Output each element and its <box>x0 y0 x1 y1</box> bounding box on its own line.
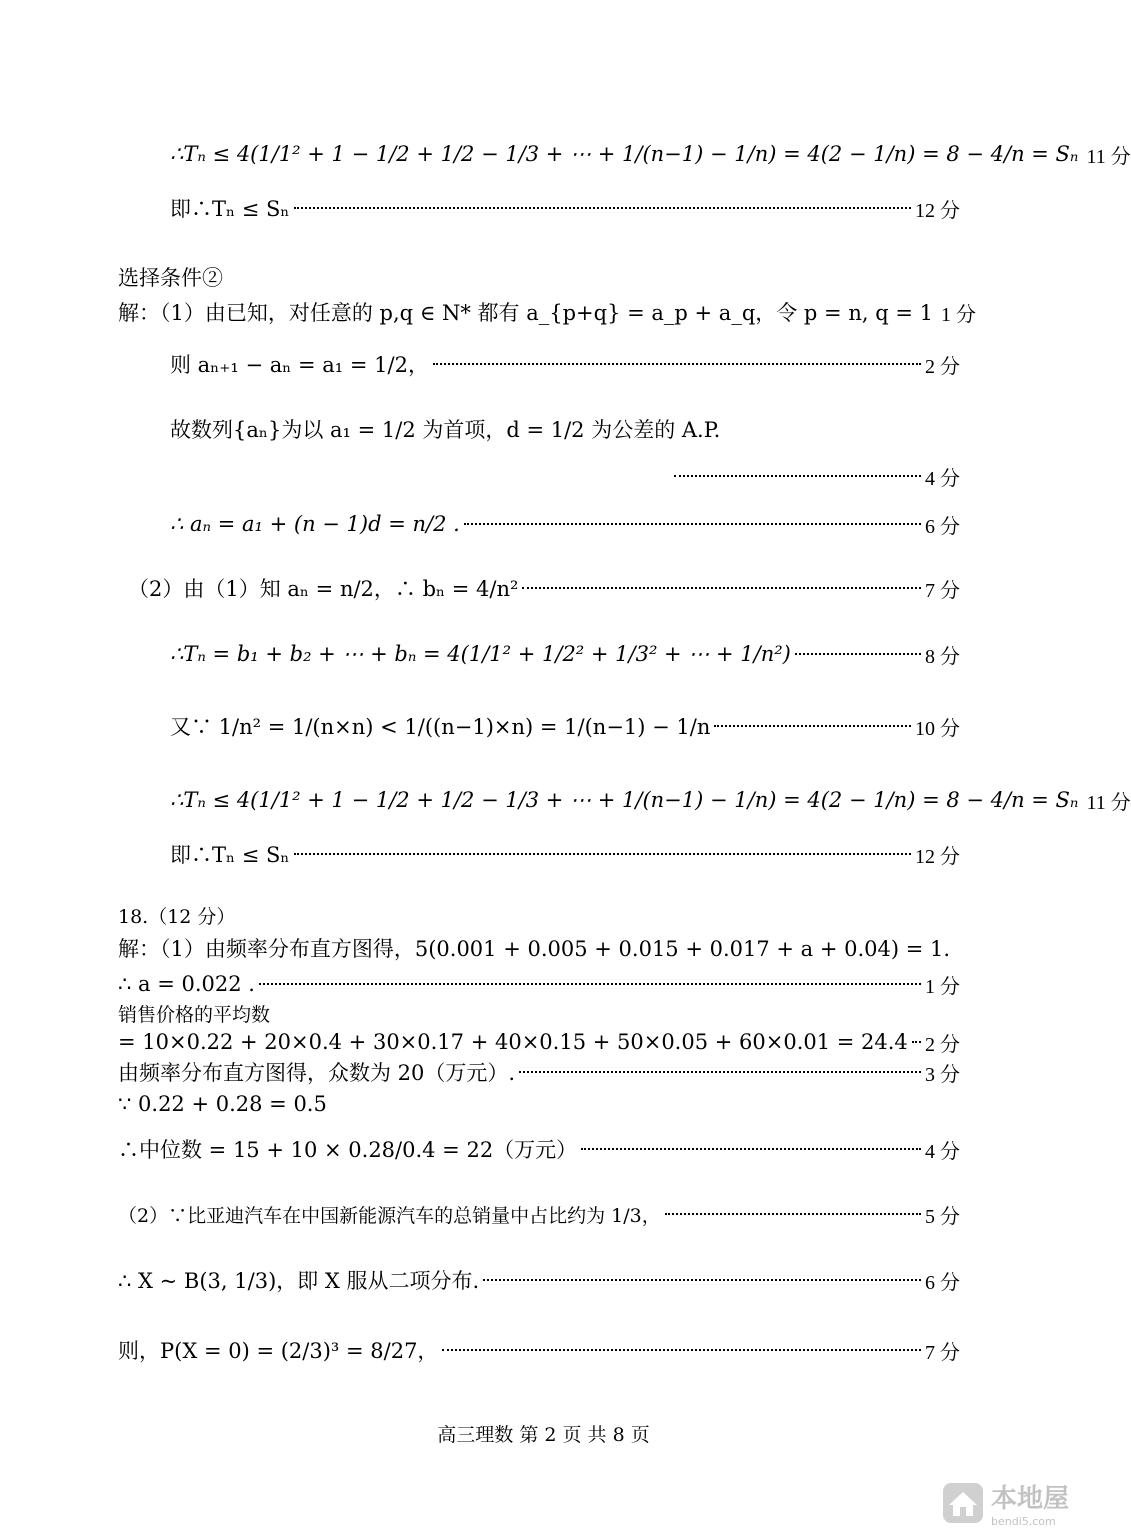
dot-leader <box>294 853 911 855</box>
answer-line <box>670 462 960 490</box>
answer-line <box>118 1028 960 1056</box>
math-expression: ∴ a = 0.022 . <box>118 972 255 996</box>
answer-line <box>170 404 720 454</box>
math-expression: ∴ aₙ = a₁ + (n − 1)d = n/2 . <box>170 512 460 536</box>
score-label: 1 分 <box>925 975 960 998</box>
section-heading <box>118 262 223 292</box>
score-label: 11 分 <box>1086 791 1131 814</box>
plain-text: （2）∵比亚迪汽车在中国新能源汽车的总销量中占比约为 1/3， <box>118 1204 661 1227</box>
math-expression: ∴Tₙ ≤ 4(1/1² + 1 − 1/2 + 1/2 − 1/3 + ⋯ + 1/(n−1) − 1/n) = 4(2 − 1/n) = 8 − 4/n = Sₙ <box>170 788 1079 812</box>
dot-leader <box>674 475 921 477</box>
math-expression: ∴中位数 = 15 + 10 × 0.28/0.4 = 22（万元） <box>118 1138 578 1162</box>
dot-leader <box>294 207 911 209</box>
score-label: 2 分 <box>925 355 960 378</box>
answer-line <box>170 628 960 680</box>
score-label: 4 分 <box>925 1140 960 1163</box>
answer-line <box>118 296 976 328</box>
answer-line <box>118 930 950 966</box>
math-expression: 又∵ 1/n² = 1/(n×n) < 1/((n−1)×n) = 1/(n−1) − 1/n <box>170 715 711 739</box>
score-label: 10 分 <box>915 717 960 740</box>
watermark-url: bendi5.com <box>990 1515 1056 1528</box>
dot-leader <box>912 1041 921 1043</box>
math-expression: ∴Tₙ ≤ 4(1/1² + 1 − 1/2 + 1/2 − 1/3 + ⋯ + 1/(n−1) − 1/n) = 4(2 − 1/n) = 8 − 4/n = Sₙ <box>170 142 1079 166</box>
heading-text: 18.（12 分） <box>118 905 236 928</box>
answer-line-12 <box>170 192 960 224</box>
math-expression: 则 aₙ₊₁ − aₙ = a₁ = 1/2， <box>170 353 429 377</box>
dot-leader <box>442 1349 921 1351</box>
question-number <box>118 902 235 928</box>
math-expression: 故数列{aₙ}为以 a₁ = 1/2 为首项，d = 1/2 为公差的 A.P. <box>170 418 721 442</box>
dot-leader <box>483 1279 921 1281</box>
answer-line-11 <box>170 128 1131 180</box>
answer-line <box>118 1256 960 1304</box>
watermark-name: 本地屋 <box>990 1484 1069 1514</box>
dot-leader <box>464 523 921 525</box>
score-label: 3 分 <box>925 1063 960 1086</box>
score-label: 7 分 <box>925 1341 960 1364</box>
score-label: 6 分 <box>925 1271 960 1294</box>
math-expression: ∵ 0.22 + 0.28 = 0.5 <box>118 1092 327 1116</box>
dot-leader <box>522 587 921 589</box>
score-label: 7 分 <box>925 579 960 602</box>
page-footer: 高三理数 第 2 页 共 8 页 <box>437 1424 650 1446</box>
answer-line <box>118 1058 960 1086</box>
plain-text: 由频率分布直方图得，众数为 20（万元）. <box>118 1061 516 1085</box>
answer-line <box>170 340 960 388</box>
answer-line <box>128 564 960 612</box>
score-label: 1 分 <box>940 303 976 326</box>
score-label: 4 分 <box>925 467 960 490</box>
dot-leader <box>519 1071 921 1073</box>
answer-line <box>170 774 1131 826</box>
dot-leader <box>433 363 921 365</box>
watermark <box>941 1478 1069 1528</box>
dot-leader <box>714 725 911 727</box>
score-label: 11 分 <box>1086 145 1131 168</box>
score-label: 12 分 <box>915 845 960 868</box>
heading-text: 选择条件② <box>118 266 223 290</box>
score-label: 8 分 <box>925 645 960 668</box>
math-expression: ∴ X ~ B(3, 1/3)，即 X 服从二项分布. <box>118 1269 480 1293</box>
house-logo-icon <box>941 1481 985 1525</box>
math-expression: （2）由（1）知 aₙ = n/2，∴ bₙ = 4/n² <box>128 577 519 601</box>
score-label: 5 分 <box>925 1205 960 1228</box>
answer-line <box>118 1090 327 1118</box>
math-expression: 解：（1）由频率分布直方图得，5(0.001 + 0.005 + 0.015 + 0.017 + a + 0.04) = 1. <box>118 937 951 961</box>
dot-leader <box>795 653 921 655</box>
answer-line <box>170 500 960 548</box>
answer-line <box>118 1322 960 1378</box>
math-expression: 解：（1）由已知，对任意的 p,q ∈ N* 都有 a_{p+q} = a_p + a_q，令 p = n, q = 1 <box>118 301 933 325</box>
math-expression: 即∴Tₙ ≤ Sₙ <box>170 843 290 867</box>
math-expression: ∴Tₙ = b₁ + b₂ + ⋯ + bₙ = 4(1/1² + 1/2² + 1/3² + ⋯ + 1/n²) <box>170 642 791 666</box>
math-expression: 即∴Tₙ ≤ Sₙ <box>170 197 290 221</box>
answer-line <box>118 1000 270 1026</box>
answer-line <box>170 838 960 870</box>
score-label: 2 分 <box>925 1033 960 1056</box>
score-label: 6 分 <box>925 515 960 538</box>
dot-leader <box>665 1213 921 1215</box>
answer-line <box>170 700 960 752</box>
math-expression: 则，P(X = 0) = (2/3)³ = 8/27， <box>118 1339 439 1363</box>
dot-leader <box>581 1148 921 1150</box>
answer-line <box>118 970 960 998</box>
math-expression: = 10×0.22 + 20×0.4 + 30×0.17 + 40×0.15 + 50×0.05 + 60×0.01 = 24.4 <box>118 1030 908 1054</box>
dot-leader <box>259 983 921 985</box>
answer-line <box>118 1124 960 1174</box>
answer-line <box>118 1190 960 1238</box>
score-label: 12 分 <box>915 199 960 222</box>
plain-text: 销售价格的平均数 <box>118 1003 271 1026</box>
